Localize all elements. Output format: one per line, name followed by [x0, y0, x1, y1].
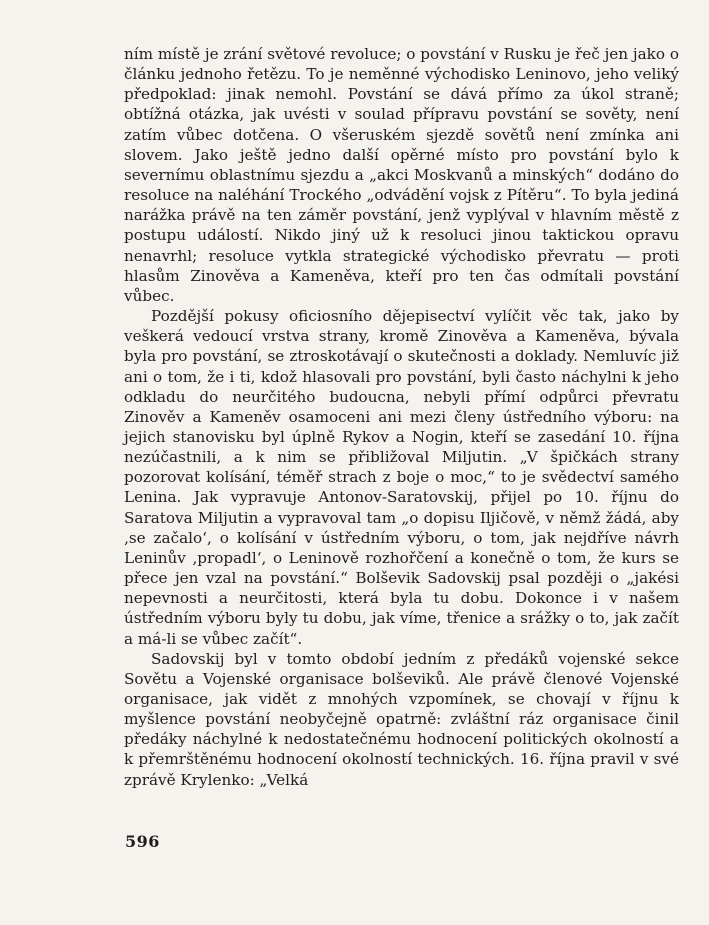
body-text: [124, 44, 679, 790]
page-number: 596: [125, 832, 160, 851]
paragraph-continued: ním místě je zrání světové revoluce; o povstání v Rusku je řeč jen jako o článku jednoho řetězu. To je neměnné východisko Leninovo, jeho veliký předpoklad: jinak nemohl. Povstání se dává přímo za úkol straně; obtížná otázka, jak uvésti v soulad přípravu povstání se sověty, není zatím vůbec dotčena. O všeruském sjezdě sovětů není zmínka ani slovem. Jako ještě jedno další opěrné místo pro povstání bylo k severnímu oblastnímu sjezdu a „akci Moskvanů a minských“ dodáno do resoluce na naléhání Trockého „odvádění vojsk z Pítěru“. To byla jediná narážka právě na ten záměr povstání, jenž vyplýval v hlavním městě z postupu událostí. Nikdo jiný už k resoluci jinou taktickou opravu nenavrhl; resoluce vytkla strategické východisko převratu — proti hlasům Zinověva a Kameněva, kteří pro ten čas odmítali povstání vůbec.: [124, 45, 679, 305]
paragraph: Sadovskij byl v tomto období jedním z předáků vojenské sekce Sovětu a Vojenské organisace bolševiků. Ale právě členové Vojenské organisace, jak vidět z mnohých vzpomínek, se chovají v říjnu k myšlence povstání neobyčejně opatrně: zvláštní ráz organisace činil předáky náchylné k nedostatečnému hodnocení politických okolností a k přemrštěnému hodnocení okolností technických. 16. října pravil v své zprávě Krylenko: „Velká: [124, 649, 679, 789]
paragraph: Pozdější pokusy oficiosního dějepisectví vylíčit věc tak, jako by veškerá vedoucí vrstva strany, kromě Zinověva a Kameněva, bývala byla pro povstání, se ztroskotávají o skutečnosti a doklady. Nemluvíc již ani o tom, že i ti, kdož hlasovali pro povstání, byli často náchylni k jeho odkladu do neurčitého budoucna, nebyli přímí odpůrci převratu Zinověv a Kameněv osamoceni ani mezi členy ústředního výboru: na jejich stanovisku byl úplně Rykov a Nogin, kteří se zasedání 10. října nezúčastnili, a k nim se přibližoval Miljutin. „V špičkách strany pozorovat kolísání, téměř strach z boje o moc,“ to je svědectví samého Lenina. Jak vypravuje Antonov-Saratovskij, přijel po 10. říjnu do Saratova Miljutin a vypravoval tam „o dopisu Iljičově, v němž žádá, aby ‚se začalo‘, o kolísání v ústředním výboru, o tom, jak nejdříve návrh Leninův ‚propadl‘, o Leninově rozhořčení a konečně o tom, že kurs se přece jen vzal na povstání.“ Bolševik Sadovskij psal později o „jakési nepevnosti a neurčitosti, která byla tu dobu. Dokonce i v našem ústředním výboru byly tu dobu, jak víme, třenice a srážky o to, jak začít a má-li se vůbec začít“.: [124, 307, 679, 648]
